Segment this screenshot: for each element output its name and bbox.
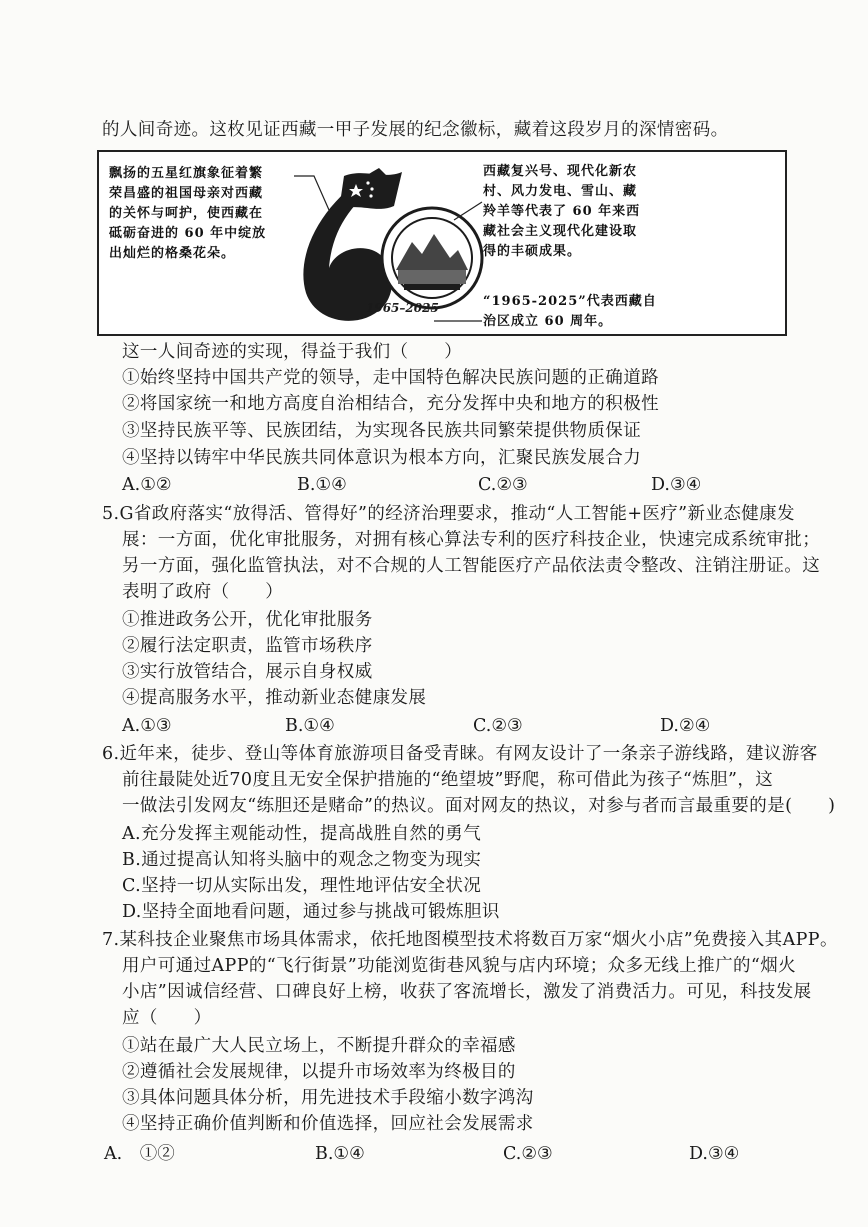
caption-line: 砥砺奋进的 60 年中绽放	[109, 226, 267, 241]
q5-item: ③实行放管结合，展示自身权威	[122, 662, 373, 682]
q7-option-c[interactable]: C.②③	[503, 1144, 553, 1164]
q6-stem-line: 一做法引发网友“练胆还是赌命”的热议。面对网友的热议，对参与者而言最重要的是( )	[122, 796, 836, 816]
caption-line: 村、风力发电、雪山、藏	[483, 184, 638, 199]
medallion-icon	[382, 208, 482, 308]
figure-right-caption	[483, 162, 640, 262]
caption-line: 西藏复兴号、现代化新农	[483, 164, 638, 179]
q4-item: ④坚持以铸牢中华民族共同体意识为根本方向，汇聚民族发展合力	[122, 448, 642, 468]
caption-line: 的关怀与呵护，使西藏在	[109, 206, 264, 221]
caption-line: 飘扬的五星红旗象征着繁	[109, 166, 264, 181]
figure-right-bottom-caption	[483, 292, 657, 332]
q7-option-d[interactable]: D.③④	[689, 1144, 740, 1164]
year-label: 1965–2025	[366, 301, 439, 315]
caption-line: 得的丰硕成果。	[483, 244, 582, 259]
q6-option-d[interactable]: D.坚持全面地看问题，通过参与挑战可锻炼胆识	[122, 902, 500, 922]
pointer-line	[294, 176, 329, 210]
caption-line: 羚羊等代表了 60 年来西	[483, 204, 641, 219]
q6-option-c[interactable]: C.坚持一切从实际出发，理性地评估安全状况	[122, 876, 482, 896]
q4-option-a[interactable]: A.①②	[122, 475, 172, 495]
q5-option-c[interactable]: C.②③	[473, 716, 523, 736]
q7-stem-line: 用户可通过APP的“飞行街景”功能浏览街巷风貌与店内环境；众多无线上推广的“烟火	[122, 956, 797, 976]
q4-option-c[interactable]: C.②③	[478, 475, 528, 495]
q6-option-b[interactable]: B.通过提高认知将头脑中的观念之物变为现实	[122, 850, 482, 870]
q7-item: ④坚持正确价值判断和价值选择，回应社会发展需求	[122, 1114, 534, 1134]
q5-stem-line: 另一方面，强化监管执法，对不合规的人工智能医疗产品依法责令整改、注销注册证。这	[122, 556, 821, 576]
q4-item: ②将国家统一和地方高度自治相结合，充分发挥中央和地方的积极性	[122, 394, 659, 414]
figure-left-caption	[109, 164, 266, 264]
q7-stem-line: 应（ ）	[122, 1008, 212, 1028]
q6-stem-line: 前往最陡处近70度且无安全保护措施的“绝望坡”野爬，称可借此为孩子“炼胆”，这	[122, 770, 774, 790]
caption-line: 藏社会主义现代化建设取	[483, 224, 638, 239]
q5-stem-line: 展：一方面，优化审批服务，对拥有核心算法专利的医疗科技企业，快速完成系统审批；	[122, 530, 821, 550]
q5-item: ②履行法定职责，监管市场秩序	[122, 636, 373, 656]
q4-item: ③坚持民族平等、民族团结，为实现各民族共同繁荣提供物质保证	[122, 421, 642, 441]
q7-stem-line: 7.某科技企业聚焦市场具体需求，依托地图模型技术将数百万家“烟火小店”免费接入其APP。	[102, 930, 838, 950]
q7-stem-line: 小店”因诚信经营、口碑良好上榜，收获了客流增长，激发了消费活力。可见，科技发展	[122, 982, 812, 1002]
q5-option-d[interactable]: D.②④	[660, 716, 711, 736]
q7-option-a[interactable]: A. ①②	[104, 1144, 175, 1164]
q5-option-a[interactable]: A.①③	[122, 716, 172, 736]
caption-line: 治区成立 60 周年。	[483, 314, 613, 329]
q7-option-b[interactable]: B.①④	[315, 1144, 365, 1164]
q4-option-d[interactable]: D.③④	[651, 475, 702, 495]
caption-line: 出灿烂的格桑花朵。	[109, 246, 236, 261]
caption-line: 荣昌盛的祖国母亲对西藏	[109, 186, 264, 201]
flag-shape	[339, 172, 402, 210]
q5-option-b[interactable]: B.①④	[285, 716, 335, 736]
q5-stem-line: 表明了政府（ ）	[122, 582, 284, 602]
q6-stem-line: 6.近年来，徒步、登山等体育旅游项目备受青睐。有网友设计了一条亲子游线路，建议游客	[102, 744, 818, 764]
caption-line: “1965-2025”代表西藏自	[483, 294, 657, 309]
q5-stem-line: 5.G省政府落实“放得活、管得好”的经济治理要求，推动“人工智能+医疗”新业态健康发	[102, 504, 795, 524]
intro-line: 的人间奇迹。这枚见证西藏一甲子发展的纪念徽标，藏着这段岁月的深情密码。	[102, 120, 729, 140]
q7-item: ②遵循社会发展规律，以提升市场效率为终极目的	[122, 1062, 516, 1082]
q4-item: ①始终坚持中国共产党的领导，走中国特色解决民族问题的正确道路	[122, 368, 659, 388]
q4-stem: 这一人间奇迹的实现，得益于我们（ ）	[122, 342, 463, 362]
q7-item: ③具体问题具体分析，用先进技术手段缩小数字鸿沟	[122, 1088, 534, 1108]
q5-item: ④提高服务水平，推动新业态健康发展	[122, 688, 427, 708]
q7-item: ①站在最广大人民立场上，不断提升群众的幸福感	[122, 1036, 516, 1056]
q4-option-b[interactable]: B.①④	[297, 475, 347, 495]
q6-option-a[interactable]: A.充分发挥主观能动性，提高战胜自然的勇气	[122, 824, 482, 844]
emblem-figure	[97, 150, 787, 336]
q5-item: ①推进政务公开，优化审批服务	[122, 610, 373, 630]
